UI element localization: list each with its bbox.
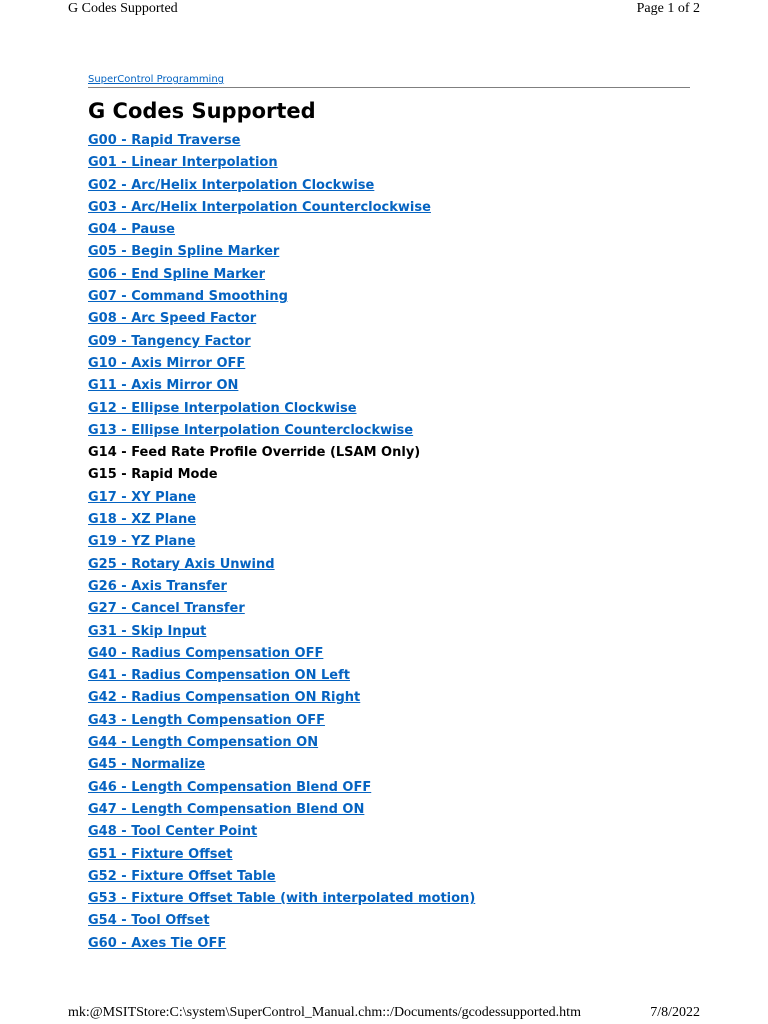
g-code-list-item: [88, 554, 690, 576]
g-code-list-item: [88, 844, 690, 866]
g-code-list-item: [88, 286, 690, 308]
g-code-link[interactable]: G12 - Ellipse Interpolation Clockwise: [88, 400, 357, 416]
g-code-list-item: [88, 576, 690, 598]
g-code-list-item: [88, 130, 690, 152]
g-code-list-item: [88, 888, 690, 910]
g-code-link[interactable]: G13 - Ellipse Interpolation Counterclockwise: [88, 422, 414, 438]
g-code-list-item: [88, 665, 690, 687]
g-code-list-item: [88, 687, 690, 709]
g-code-link[interactable]: G00 - Rapid Traverse: [88, 133, 241, 148]
g-code-list-item: [88, 175, 690, 197]
g-code-link[interactable]: G46 - Length Compensation Blend OFF: [88, 779, 372, 795]
page-number: Page 1 of 2: [636, 1, 700, 16]
g-code-link[interactable]: G27 - Cancel Transfer: [88, 601, 245, 617]
g-code-list-item: [88, 442, 690, 464]
g-code-list-item: [88, 732, 690, 754]
g-code-list-item: [88, 487, 690, 509]
g-code-link[interactable]: G17 - XY Plane: [88, 489, 196, 505]
g-code-list-item: [88, 219, 690, 241]
g-code-list-item: [88, 197, 690, 219]
g-code-list-item: [88, 910, 690, 932]
g-code-list-item: [88, 777, 690, 799]
g-code-list-item: [88, 375, 690, 397]
g-code-list-item: [88, 621, 690, 643]
g-code-link[interactable]: G25 - Rotary Axis Unwind: [88, 556, 275, 572]
g-code-link[interactable]: G40 - Radius Compensation OFF: [88, 645, 324, 661]
g-code-link[interactable]: G08 - Arc Speed Factor: [88, 311, 257, 327]
g-code-text: G15 - Rapid Mode: [88, 467, 218, 483]
g-code-link[interactable]: G53 - Fixture Offset Table (with interpolated motion): [88, 891, 476, 907]
g-code-link[interactable]: G42 - Radius Compensation ON Right: [88, 690, 361, 706]
g-code-link[interactable]: G06 - End Spline Marker: [88, 266, 265, 282]
g-code-link[interactable]: G43 - Length Compensation OFF: [88, 712, 325, 728]
g-code-link[interactable]: G41 - Radius Compensation ON Left: [88, 668, 350, 684]
g-code-link[interactable]: G48 - Tool Center Point: [88, 824, 258, 840]
g-code-list-item: [88, 152, 690, 174]
g-code-link[interactable]: G02 - Arc/Helix Interpolation Clockwise: [88, 177, 375, 193]
g-code-link[interactable]: G31 - Skip Input: [88, 623, 207, 639]
g-code-list-item: [88, 598, 690, 620]
g-code-link[interactable]: G07 - Command Smoothing: [88, 289, 288, 305]
g-code-list-item: [88, 398, 690, 420]
g-code-link[interactable]: G45 - Normalize: [88, 757, 206, 773]
breadcrumb-link[interactable]: SuperControl Programming: [88, 74, 225, 85]
g-code-link[interactable]: G52 - Fixture Offset Table: [88, 868, 276, 884]
g-code-text: G14 - Feed Rate Profile Override (LSAM Only): [88, 445, 421, 461]
g-code-list-item: [88, 353, 690, 375]
g-code-list-item: [88, 531, 690, 553]
g-code-link[interactable]: G60 - Axes Tie OFF: [88, 935, 227, 951]
g-code-link[interactable]: G44 - Length Compensation ON: [88, 735, 319, 751]
g-code-link[interactable]: G10 - Axis Mirror OFF: [88, 355, 246, 371]
print-header: [68, 0, 700, 20]
document-content: [88, 73, 690, 955]
print-date: 7/8/2022: [650, 1005, 700, 1020]
g-code-link[interactable]: G03 - Arc/Helix Interpolation Counterclockwise: [88, 199, 431, 215]
g-code-list-item: [88, 509, 690, 531]
g-code-list-item: [88, 866, 690, 888]
g-code-list-item: [88, 420, 690, 442]
header-title: G Codes Supported: [68, 1, 178, 16]
g-code-link[interactable]: G47 - Length Compensation Blend ON: [88, 801, 365, 817]
g-code-link[interactable]: G19 - YZ Plane: [88, 534, 196, 550]
g-code-list-item: [88, 821, 690, 843]
g-code-link[interactable]: G04 - Pause: [88, 222, 175, 238]
g-code-link[interactable]: G54 - Tool Offset: [88, 913, 210, 929]
g-code-list-item: [88, 799, 690, 821]
g-code-list-item: [88, 308, 690, 330]
g-code-link[interactable]: G51 - Fixture Offset: [88, 846, 233, 862]
print-footer: [68, 1004, 700, 1024]
g-code-list-item: [88, 264, 690, 286]
g-code-list-item: [88, 331, 690, 353]
breadcrumb-divider: [88, 87, 690, 88]
g-code-link[interactable]: G18 - XZ Plane: [88, 512, 197, 528]
g-code-link[interactable]: G05 - Begin Spline Marker: [88, 244, 280, 260]
g-code-list-item: [88, 754, 690, 776]
g-code-link[interactable]: G11 - Axis Mirror ON: [88, 378, 239, 394]
g-code-list: [88, 130, 690, 955]
g-code-list-item: [88, 710, 690, 732]
g-code-list-item: [88, 464, 690, 486]
page-title: G Codes Supported: [88, 99, 316, 123]
g-code-link[interactable]: G01 - Linear Interpolation: [88, 155, 278, 171]
g-code-list-item: [88, 933, 690, 955]
g-code-link[interactable]: G26 - Axis Transfer: [88, 578, 227, 594]
document-path: mk:@MSITStore:C:\system\SuperControl_Manual.chm::/Documents/gcodessupported.htm: [68, 1005, 581, 1020]
g-code-link[interactable]: G09 - Tangency Factor: [88, 333, 251, 349]
g-code-list-item: [88, 643, 690, 665]
g-code-list-item: [88, 241, 690, 263]
